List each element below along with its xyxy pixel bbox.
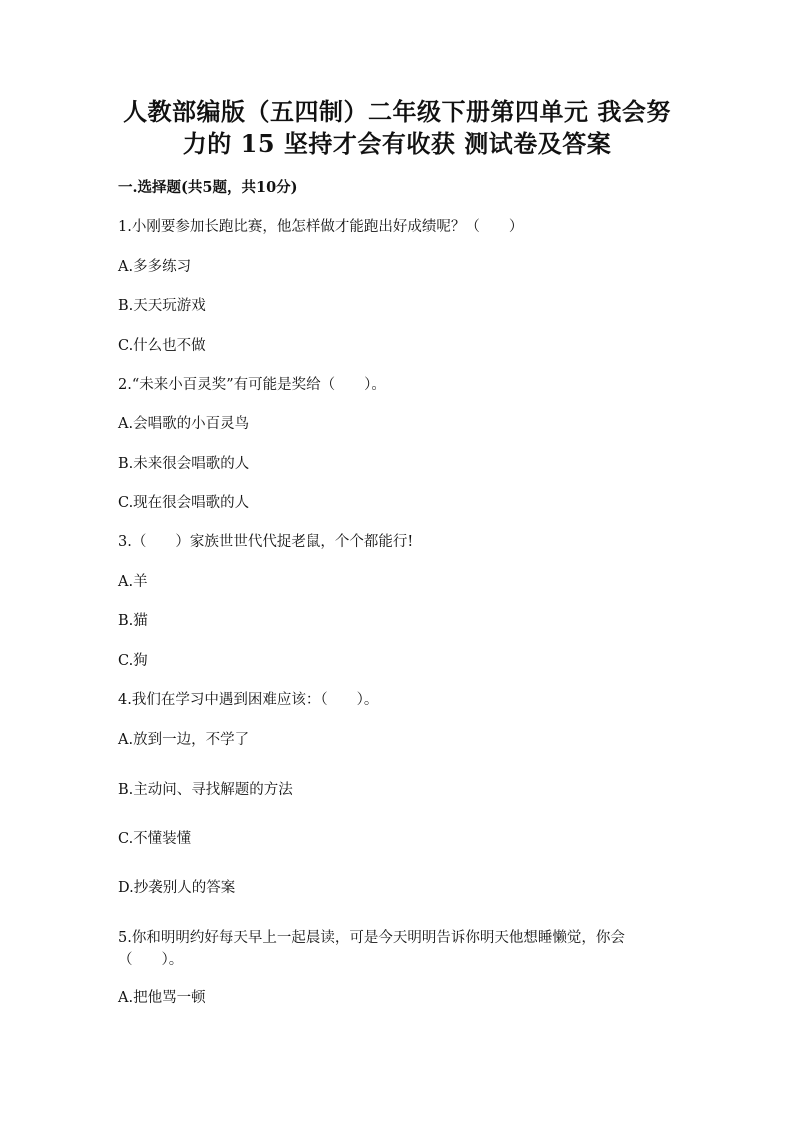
question-4-stem: 4.我们在学习中遇到困难应该：（ ）。 [118,692,379,708]
question-4-option-d: D.抄袭别人的答案 [118,880,236,896]
question-4-option-a: A.放到一边，不学了 [118,732,250,748]
question-3-option-b: B.猫 [118,613,148,629]
question-2-option-b: B.未来很会唱歌的人 [118,456,250,472]
question-3-option-c: C.狗 [118,653,148,669]
question-2-option-c: C.现在很会唱歌的人 [118,495,250,511]
question-2-option-a: A.会唱歌的小百灵鸟 [118,416,250,432]
question-2-stem: 2.“未来小百灵奖”有可能是奖给（ ）。 [118,377,386,393]
document-title-line-2: 力的 15 坚持才会有收获 测试卷及答案 [182,129,612,158]
document-title-line-1: 人教部编版（五四制）二年级下册第四单元 我会努 [123,97,671,126]
question-5-option-a: A.把他骂一顿 [118,990,206,1006]
question-5-stem: 5.你和明明约好每天早上一起晨读，可是今天明明告诉你明天他想睡懒觉，你会（ ）。 [118,930,625,968]
question-1-option-a: A.多多练习 [118,259,192,275]
question-1-option-c: C.什么也不做 [118,338,206,354]
question-4-option-b: B.主动问、寻找解题的方法 [118,782,293,798]
question-1-stem: 1.小刚要参加长跑比赛，他怎样做才能跑出好成绩呢？（ ） [118,219,524,235]
question-4-option-c: C.不懂装懂 [118,831,192,847]
question-1-option-b: B.天天玩游戏 [118,298,206,314]
section-heading: 一.选择题(共5题，共10分) [118,179,298,196]
question-3-option-a: A.羊 [118,574,148,590]
question-3-stem: 3.（ ）家族世世代代捉老鼠，个个都能行! [118,534,414,550]
